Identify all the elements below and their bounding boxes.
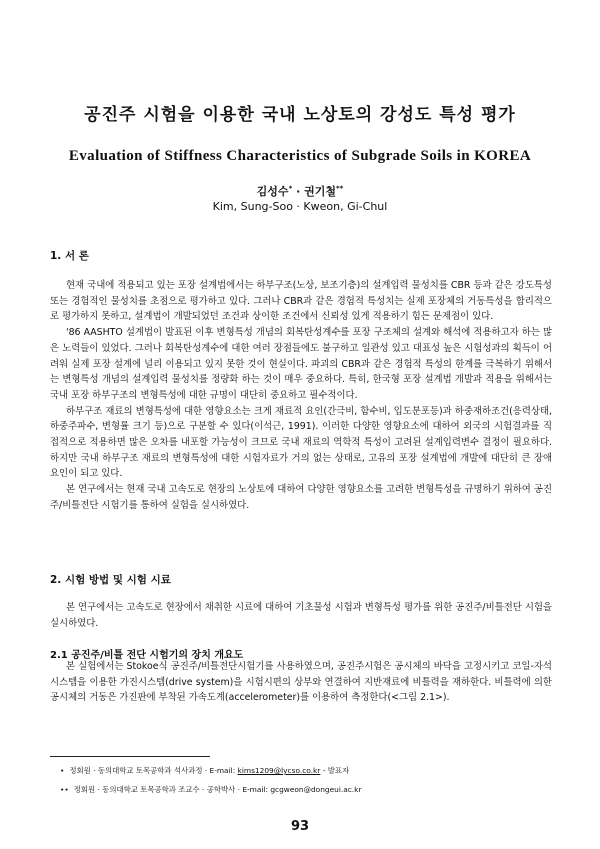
section-1-paragraph: 현재 국내에 적용되고 있는 포장 설계법에서는 하부구조(노상, 보조기층)의 설계입력 물성치를 CBR 등과 같은 강도특성 또는 경험적인 물성치를 초점으로 평가하고 있다. 그러나 CBR과 같은 경험적 특성치는 실제 포장체의 거동특성을 합리적으로 평가하지 못하고, 설계법이 개발되었던 조건과 상이한 조건에서 신뢰성 있게 적용하기 힘든 문제점이 있다. — [50, 280, 552, 323]
author-1-mark: * — [288, 184, 293, 193]
footnote-2 — [60, 784, 361, 795]
footnote-1-email-link[interactable]: kims1209@lycso.co.kr — [237, 766, 321, 775]
section-2-1-paragraph: 본 실험에서는 Stokoe식 공진주/비틀전단시험기를 사용하였으며, 공진주시험은 공시체의 바닥을 고정시키고 코일-자석 시스템을 이용한 가진시스템(drive system)을 시험시편의 상부와 연결하여 지반재료에 비틀력을 재하한다. 비틀력에 의한 공시체의 거동은 가진판에 부착된 가속도계(accelerometer)를 이용하여 측정한다(<그림 2.1>). — [50, 661, 552, 704]
section-1-body — [50, 278, 552, 514]
section-1-paragraph: 하부구조 재료의 변형특성에 대한 영향요소는 크게 재료적 요인(간극비, 함수비, 입도분포등)과 하중재하조건(응력상태, 하중주파수, 변형률 크기 등)으로 구분할 수 있다(이석근, 1991). 이러한 다양한 영향요소에 대하여 외국의 시험결과를 직접적으로 적용하면 많은 오차를 내포할 가능성이 크므로 국내 재료의 역학적 특성이 고려된 설계입력변수 결정이 필요하다. 하지만 국내 하부구조 재료의 변형특성에 대한 시험자료가 거의 없는 상태로, 고유의 포장 설계법에 개발에 대단히 큰 장애 요인이 되고 있다. — [50, 405, 552, 480]
section-1-heading: 1. 서 론 — [50, 250, 89, 262]
footnote-1-text: 정회원 · 동의대학교 토목공학과 석사과정 · E-mail: — [69, 766, 236, 775]
section-1-paragraph: '86 AASHTO 설계법이 발표된 이후 변형특성 개념의 회복탄성계수를 포장 구조체의 설계와 해석에 적용하고자 하는 많은 노력들이 있었다. 그러나 회복탄성계수에 대한 여러 장점들에도 불구하고 일관성 있고 대표성 높은 시험성과의 획득이 어려워 실제 포장 설계에 널리 이용되고 있지 못한 것이 현실이다. 파괴의 CBR과 같은 경험적 특성의 한계를 극복하기 위해서는 변형특성 개념의 설계입력 물성치를 정량화 하는 것이 매우 중요하다. 특히, 한국형 포장 설계법 개발과 적용을 위해서는 국내 포장 하부구조의 변형특성에 대한 규명이 대단히 중요하고 필수적이다. — [50, 327, 552, 401]
section-2-paragraph: 본 연구에서는 고속도로 현장에서 채취한 시료에 대하여 기초물성 시험과 변형특성 평가를 위한 공진주/비틀전단 시험을 실시하였다. — [50, 602, 552, 629]
author-separator: · — [296, 185, 301, 198]
paper-title-korean: 공진주 시험을 이용한 국내 노상토의 강성도 특성 평가 — [84, 105, 516, 125]
footnote-1-mark: • — [60, 766, 65, 775]
section-2-1-body — [50, 659, 552, 706]
footnote-1-tail: - 발표자 — [322, 766, 350, 775]
section-2-body — [50, 600, 552, 631]
section-2-1-heading: 2.1 공진주/비틀 전단 시험기의 장치 개요도 — [50, 650, 244, 661]
footnote-2-mark: •• — [60, 785, 69, 794]
author-2-name: 권기철 — [304, 185, 336, 198]
authors-korean — [0, 183, 600, 199]
author-1-name: 김성수 — [256, 185, 289, 198]
paper-title-english: Evaluation of Stiffness Characteristics of Subgrade Soils in KOREA — [68, 148, 532, 164]
section-1-paragraph: 본 연구에서는 현재 국내 고속도로 현장의 노상토에 대하여 다양한 영향요소를 고려한 변형특성을 규명하기 위하여 공진주/비틀전단 시험기를 통하여 실험을 실시하였다. — [50, 484, 552, 511]
section-2-heading: 2. 시험 방법 및 시험 시료 — [50, 574, 171, 586]
author-2-mark: ** — [336, 184, 344, 193]
page-number: 93 — [290, 819, 310, 834]
footnote-2-text: 정회원 · 동의대학교 토목공학과 조교수 · 공학박사 · E-mail: gcgweon@dongeui.ac.kr — [73, 785, 362, 794]
authors-english: Kim, Sung-Soo · Kweon, Gi-Chul — [212, 200, 388, 213]
footnote-1 — [60, 765, 349, 776]
footnote-divider — [50, 756, 210, 757]
